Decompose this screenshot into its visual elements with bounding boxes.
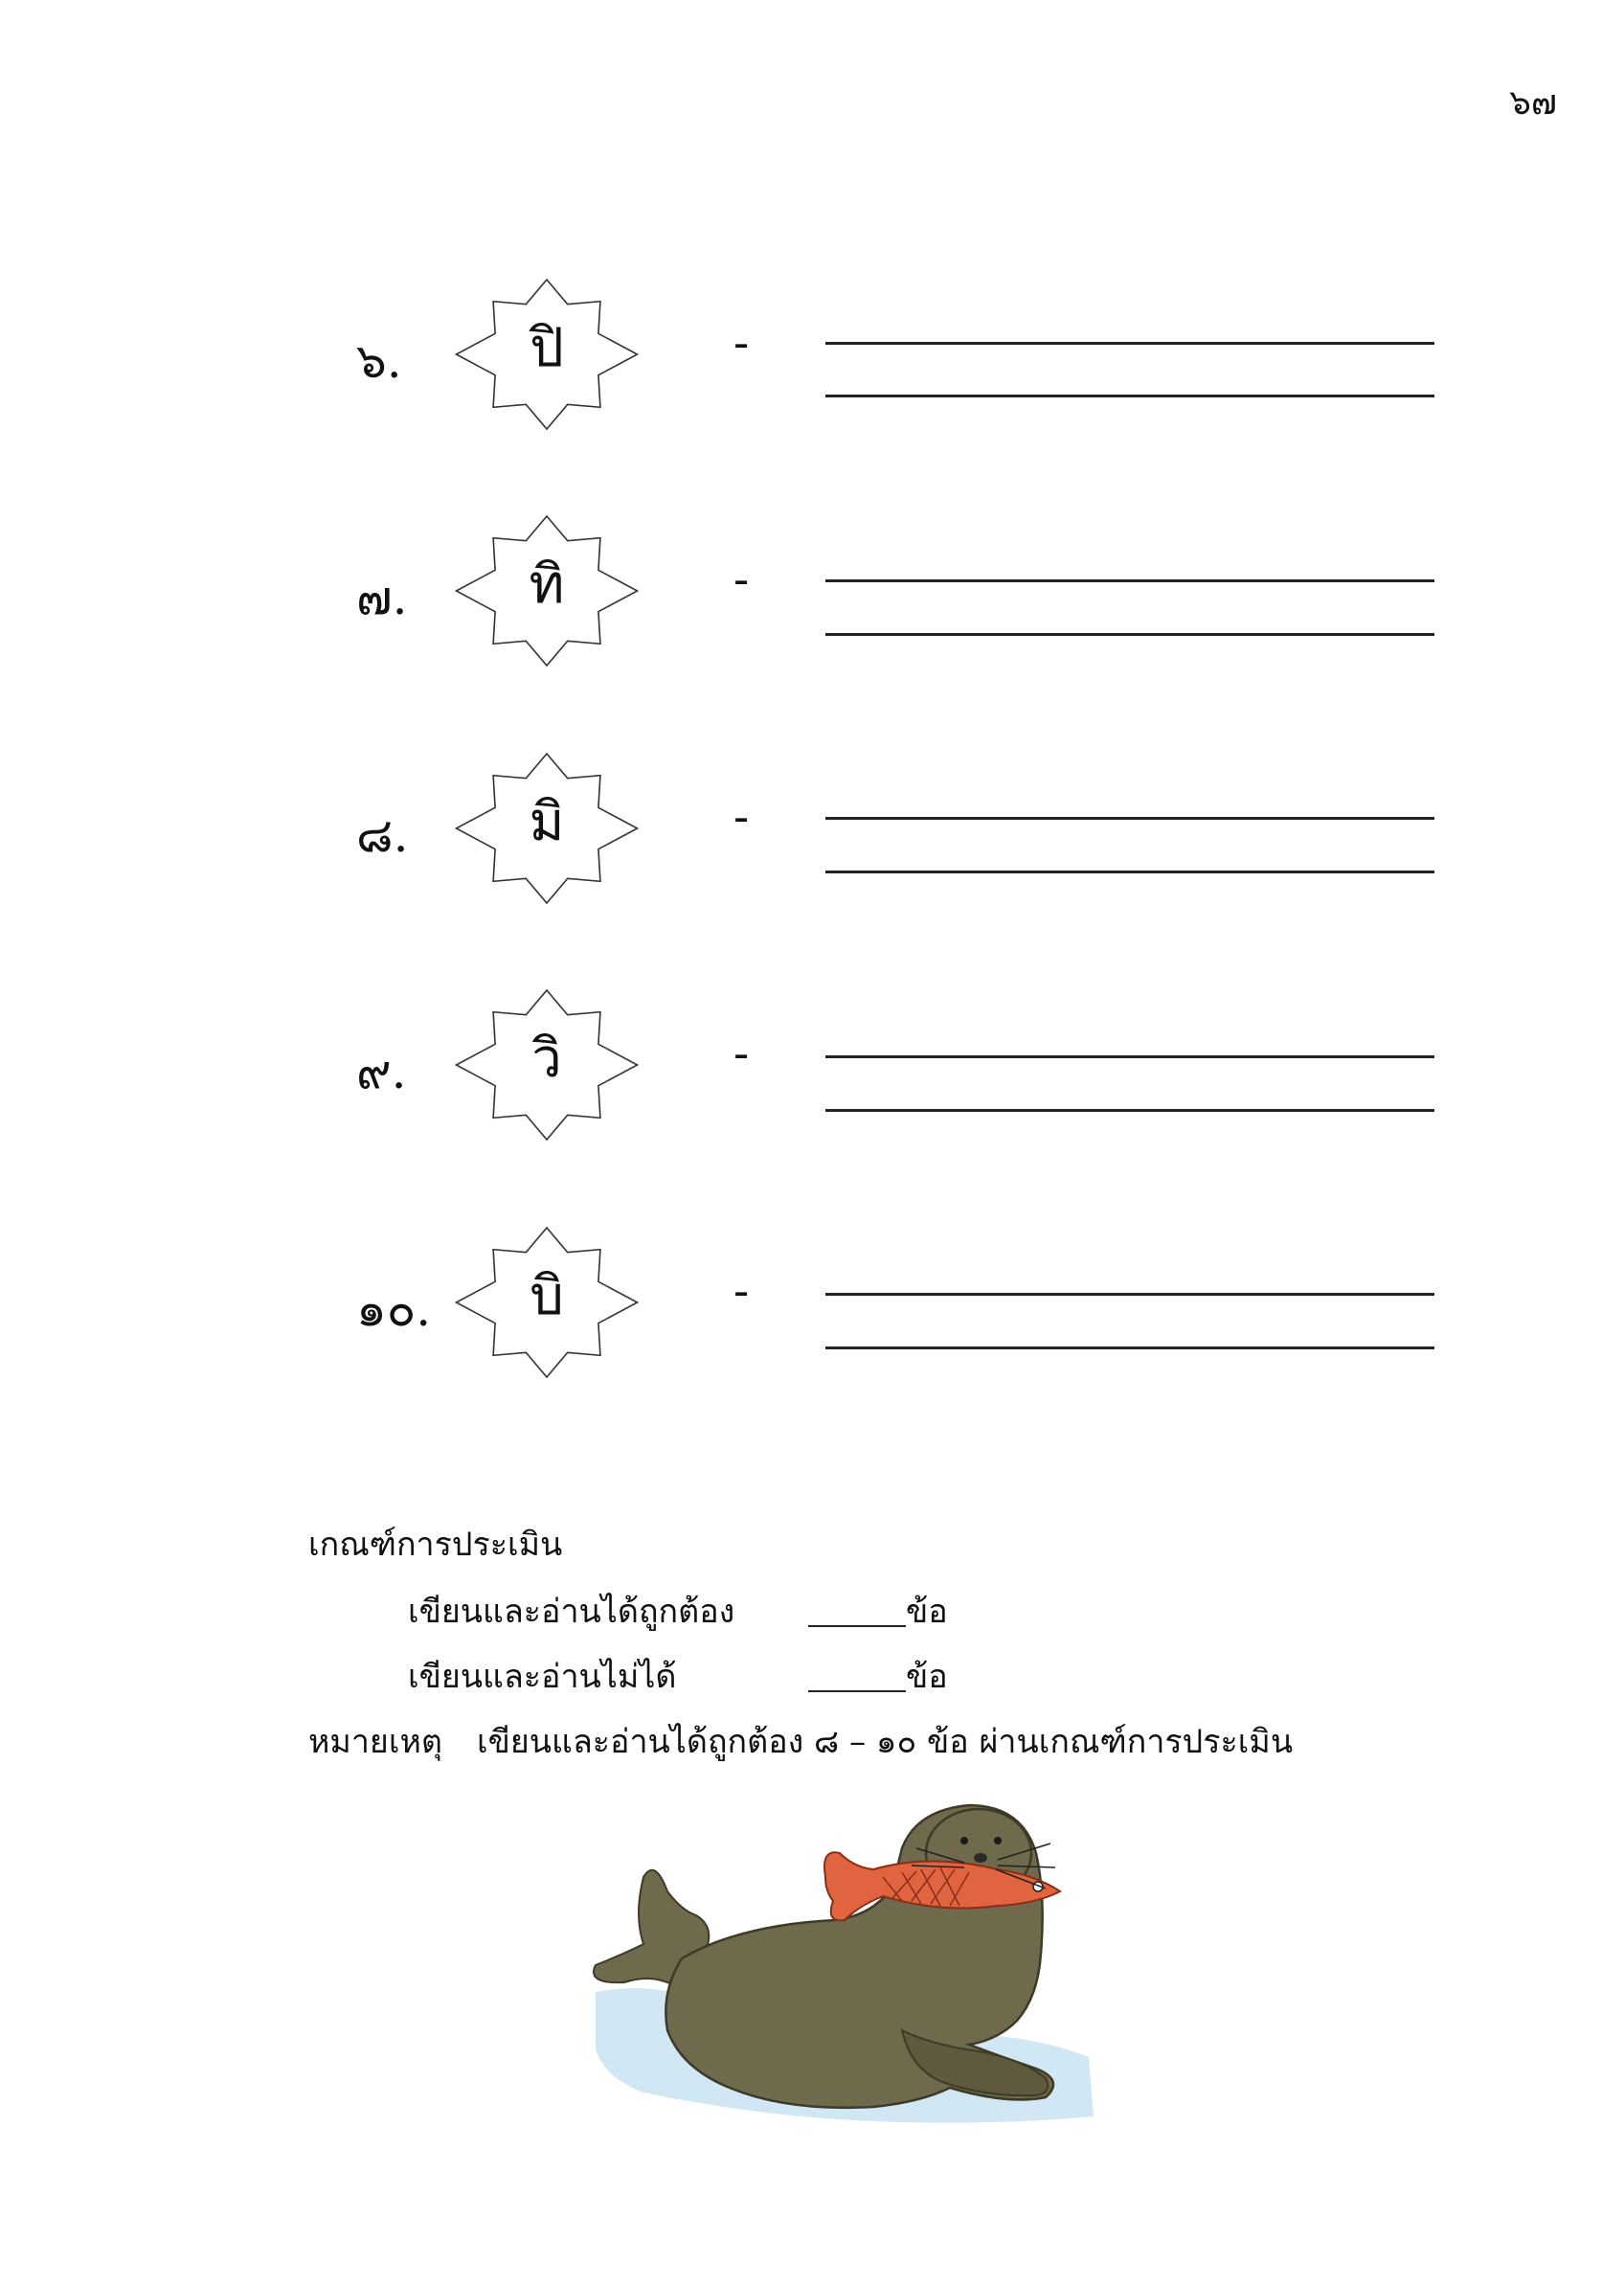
criteria-unit: ข้อ	[906, 1593, 948, 1631]
item-number: ๑๐.	[356, 1281, 432, 1337]
criteria-label-incorrect: เขียนและอ่านไม่ได้	[408, 1658, 677, 1696]
writing-line-bottom[interactable]	[825, 395, 1434, 397]
dash: -	[733, 1264, 750, 1318]
writing-line-bottom[interactable]	[825, 633, 1434, 636]
criteria-row-correct	[408, 1585, 1270, 1642]
score-blank-correct[interactable]	[808, 1625, 906, 1627]
seal-illustration	[586, 1800, 1103, 2164]
writing-line-top[interactable]	[825, 1293, 1434, 1296]
syllable: วิ	[531, 1028, 562, 1090]
dash: -	[733, 553, 750, 606]
score-blank-incorrect[interactable]	[808, 1690, 906, 1692]
exercise-item-8	[0, 752, 1624, 905]
writing-line-bottom[interactable]	[825, 871, 1434, 873]
syllable: ปิ	[530, 317, 564, 379]
dash: -	[733, 790, 750, 844]
exercise-item-10	[0, 1226, 1624, 1379]
note-text: เขียนและอ่านได้ถูกต้อง ๘ – ๑๐ ข้อ ผ่านเกณฑ์การประเมิน	[477, 1723, 1294, 1761]
writing-line-top[interactable]	[825, 817, 1434, 820]
syllable: ทิ	[529, 554, 565, 616]
note-row	[308, 1715, 1362, 1773]
writing-line-bottom[interactable]	[825, 1346, 1434, 1349]
item-number: ๙.	[356, 1044, 407, 1099]
exercise-item-6	[0, 278, 1624, 431]
star-frame	[446, 278, 647, 431]
star-frame	[446, 1226, 647, 1379]
star-frame	[446, 752, 647, 905]
dash: -	[733, 1027, 750, 1080]
writing-line-top[interactable]	[825, 1055, 1434, 1058]
criteria-label-correct: เขียนและอ่านได้ถูกต้อง	[408, 1593, 735, 1631]
exercise-item-7	[0, 514, 1624, 667]
note-label: หมายเหตุ	[308, 1723, 442, 1761]
writing-line-top[interactable]	[825, 342, 1434, 345]
criteria-row-incorrect	[408, 1650, 1270, 1708]
item-number: ๘.	[356, 807, 409, 863]
page-number: ๖๗	[1509, 83, 1557, 123]
item-number: ๗.	[356, 570, 408, 625]
syllable: มิ	[529, 791, 565, 853]
star-frame	[446, 988, 647, 1142]
dash: -	[733, 316, 750, 370]
criteria-unit: ข้อ	[906, 1658, 948, 1696]
exercise-item-9	[0, 988, 1624, 1142]
item-number: ๖.	[356, 333, 402, 389]
writing-line-top[interactable]	[825, 579, 1434, 582]
criteria-title: เกณฑ์การประเมิน	[308, 1526, 563, 1564]
seal-with-fish-icon	[586, 1800, 1103, 2164]
star-frame	[446, 514, 647, 667]
writing-line-bottom[interactable]	[825, 1109, 1434, 1112]
syllable: บิ	[530, 1265, 564, 1327]
